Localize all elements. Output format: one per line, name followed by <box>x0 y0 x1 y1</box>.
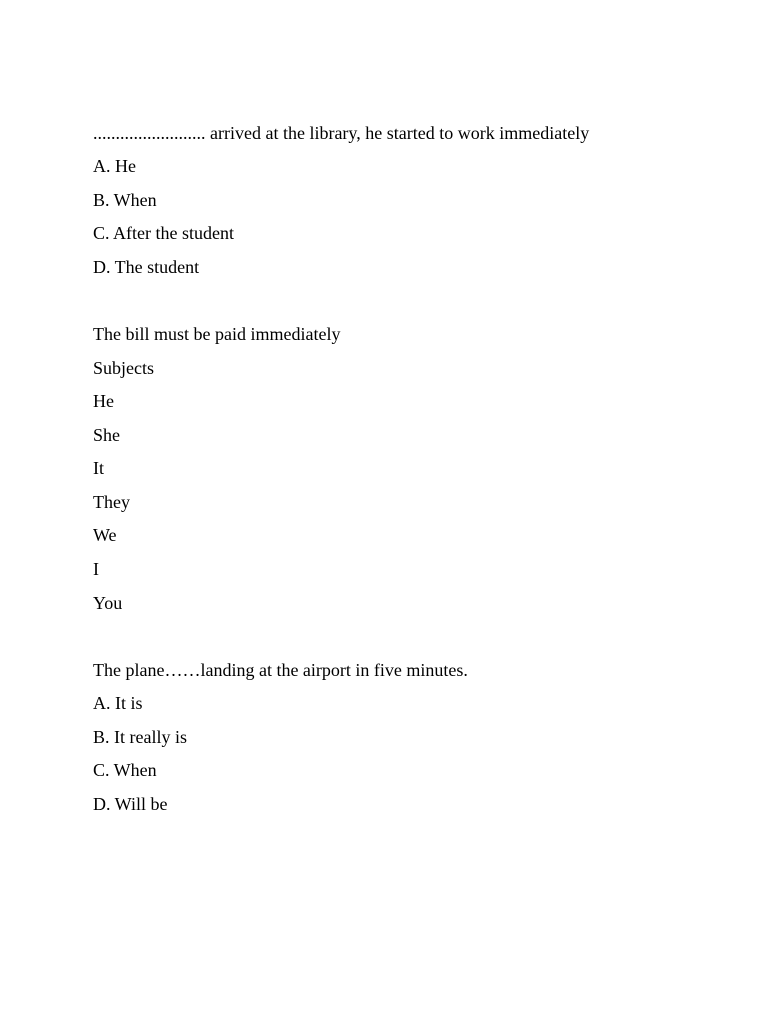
subject-item: I <box>93 559 99 579</box>
subject-item: It <box>93 458 104 478</box>
question-3-option-b: B. It really is <box>93 727 187 747</box>
question-3-option-c: C. When <box>93 760 157 780</box>
subject-item: She <box>93 425 120 445</box>
question-3-option-a: A. It is <box>93 693 143 713</box>
question-3-stem: The plane……landing at the airport in five minutes. <box>93 660 468 680</box>
question-1-option-c: C. After the student <box>93 223 234 243</box>
question-1-option-b: B. When <box>93 190 157 210</box>
question-1-option-d: D. The student <box>93 257 200 277</box>
question-1-option-a: A. He <box>93 156 136 176</box>
example-sentence: The bill must be paid immediately <box>93 324 341 344</box>
subjects-heading: Subjects <box>93 358 154 378</box>
subject-item: You <box>93 593 123 613</box>
question-3-option-d: D. Will be <box>93 794 168 814</box>
subject-item: They <box>93 492 130 512</box>
question-1-stem: ......................... arrived at the library, he started to work immediately <box>93 123 590 143</box>
subject-item: He <box>93 391 114 411</box>
subject-item: We <box>93 525 117 545</box>
